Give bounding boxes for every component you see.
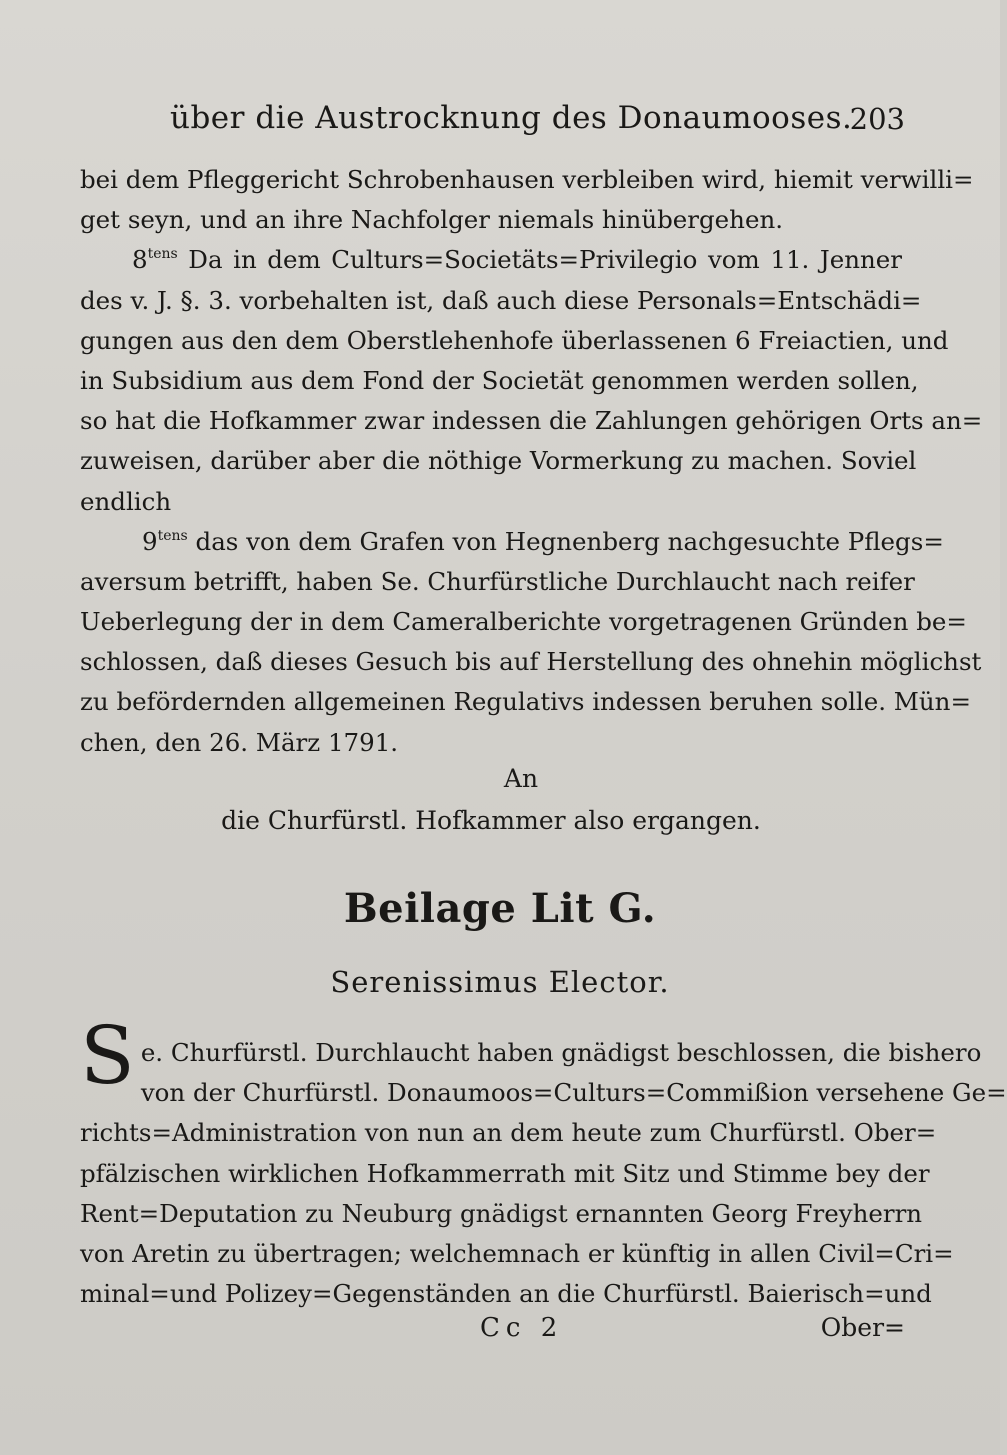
paragraph-8-first-line bbox=[80, 240, 902, 280]
text-line: in Subsidium aus dem Fond der Societät genommen werden sollen, bbox=[80, 365, 919, 395]
address-block bbox=[80, 758, 902, 842]
text-line: e. Churfürstl. Durchlaucht haben gnädigst beschlossen, die bishero bbox=[140, 1038, 982, 1067]
text-line: richts=Administration von nun an dem heute zum Churfürstl. Ober= bbox=[80, 1118, 937, 1148]
signature-mark: Cc 2 bbox=[480, 1313, 564, 1343]
text-line: das von dem Grafen von Hegnenberg nachgesuchte Pflegs= bbox=[195, 526, 944, 556]
text-line: pfälzischen wirklichen Hofkammerrath mit Sitz und Stimme bey der bbox=[80, 1158, 930, 1188]
page-header bbox=[90, 100, 905, 140]
text-line: Da in dem Culturs=Societäts=Privilegio vom 11. Jenner bbox=[188, 245, 902, 275]
text-line: Ueberlegung der in dem Cameralberichte vorgetragenen Gründen be= bbox=[80, 607, 967, 637]
address-line: die Churfürstl. Hofkammer also ergangen. bbox=[221, 806, 761, 835]
text-line: minal=und Polizey=Gegenständen an die Churfürstl. Baierisch=und bbox=[80, 1279, 932, 1309]
section-subheading: Serenissimus Elector. bbox=[330, 965, 670, 999]
text-line: endlich bbox=[80, 486, 172, 516]
text-line: gungen aus den dem Oberstlehenhofe überlassenen 6 Freiactien, und bbox=[80, 325, 949, 355]
decree-text bbox=[80, 1009, 1007, 1314]
drop-cap-initial: S bbox=[80, 1009, 135, 1102]
text-line: des v. J. §. 3. vorbehalten ist, daß auch diese Personals=Entschädi= bbox=[80, 285, 922, 315]
ordinal-suffix: tens bbox=[147, 246, 178, 263]
running-title: über die Austrocknung des Donaumooses. bbox=[170, 100, 853, 136]
text-line: so hat die Hofkammer zwar indessen die Zahlungen gehörigen Orts an= bbox=[80, 406, 983, 436]
paragraph-9-first-line bbox=[80, 522, 944, 562]
text-line: Rent=Deputation zu Neuburg gnädigst ernannten Georg Freyherrn bbox=[80, 1198, 923, 1228]
text-line: bei dem Pfleggericht Schrobenhausen verbleiben wird, hiemit verwilli= bbox=[80, 165, 974, 194]
address-line: An bbox=[503, 764, 539, 793]
text-line: chen, den 26. März 1791. bbox=[80, 727, 399, 757]
text-line: get seyn, und an ihre Nachfolger niemals hinübergehen. bbox=[80, 205, 784, 235]
main-text bbox=[80, 160, 983, 763]
ordinal-suffix: tens bbox=[157, 527, 188, 544]
section-heading: Beilage Lit G. bbox=[343, 885, 657, 932]
text-line: aversum betrifft, haben Se. Churfürstliche Durchlaucht nach reifer bbox=[80, 566, 915, 596]
text-line: von Aretin zu übertragen; welchemnach er künftig in allen Civil=Cri= bbox=[80, 1238, 954, 1268]
catchword: Ober= bbox=[820, 1313, 905, 1342]
text-line: zuweisen, darüber aber die nöthige Vormerkung zu machen. Soviel bbox=[80, 446, 917, 476]
text-line: schlossen, daß dieses Gesuch bis auf Herstellung des ohnehin möglichst bbox=[80, 647, 982, 677]
ordinal-number: 8 bbox=[132, 245, 148, 275]
page-number: 203 bbox=[849, 102, 905, 136]
ordinal-number: 9 bbox=[142, 526, 158, 556]
text-line: zu befördernden allgemeinen Regulativs indessen beruhen solle. Mün= bbox=[80, 687, 971, 717]
text-line: von der Churfürstl. Donaumoos=Culturs=Commißion versehene Ge= bbox=[140, 1078, 1007, 1108]
page-footer bbox=[80, 1313, 905, 1349]
